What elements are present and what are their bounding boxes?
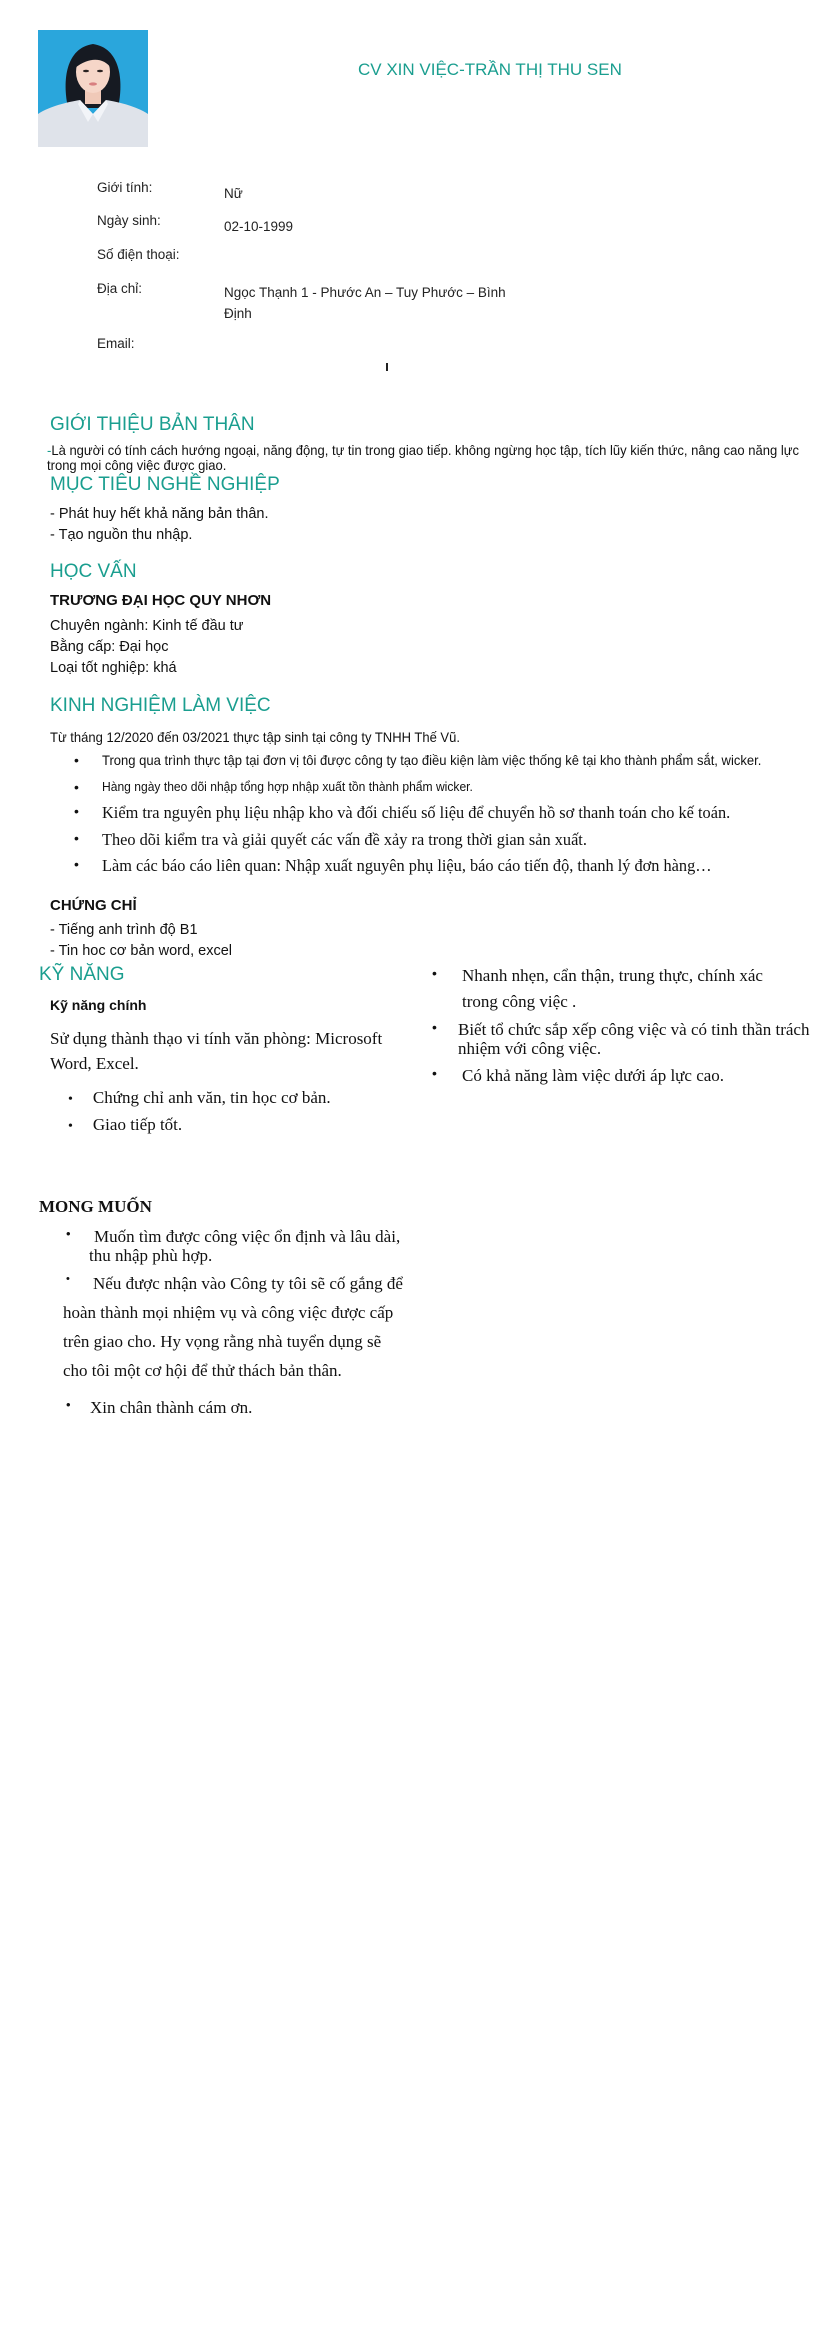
gender-label: Giới tính:: [97, 180, 153, 195]
wishes-item2-line4: cho tôi một cơ hội để thử thách bản thân.: [63, 1361, 342, 1380]
bullet-icon: •: [66, 1226, 71, 1241]
portrait-icon: [38, 30, 148, 147]
bullet-icon: •: [66, 1273, 70, 1285]
intro-paragraph: [47, 443, 810, 473]
intro-heading: GIỚI THIỆU BẢN THÂN: [50, 414, 255, 435]
email-label: Email:: [97, 336, 135, 351]
career-goal-item: - Phát huy hết khả năng bản thân.: [50, 506, 269, 522]
wishes-heading: MONG MUỐN: [39, 1197, 152, 1216]
bullet-icon: •: [74, 752, 79, 768]
career-goal-heading: MỤC TIÊU NGHỀ NGHIỆP: [50, 474, 280, 495]
document-title: CV XIN VIỆC-TRẦN THỊ THU SEN: [358, 60, 622, 79]
education-degree: Bằng cấp: Đại học: [50, 639, 169, 655]
bullet-icon: •: [74, 779, 79, 795]
bullet-icon: •: [68, 1092, 73, 1107]
experience-heading: KINH NGHIỆM LÀM VIỆC: [50, 695, 271, 716]
gender-value: Nữ: [224, 186, 243, 201]
profile-photo: [38, 30, 148, 147]
bullet-icon: •: [432, 1065, 437, 1081]
bullet-icon: •: [66, 1397, 71, 1412]
education-grade: Loại tốt nghiệp: khá: [50, 660, 177, 676]
skills-heading: KỸ NĂNG: [39, 964, 125, 985]
education-heading: HỌC VẤN: [50, 561, 137, 582]
bullet-icon: •: [74, 830, 79, 846]
intro-text: Là người có tính cách hướng ngoại, năng động, tự tin trong giao tiếp. không ngừng học tập, tích lũy kiến thức, nâng cao năng lực trong mọi công việc được giao.: [47, 442, 799, 473]
intro-dash: -: [47, 442, 52, 458]
address-label: Địa chỉ:: [97, 281, 143, 296]
experience-summary: Từ tháng 12/2020 đến 03/2021 thực tập sinh tại công ty TNHH Thế Vũ.: [50, 729, 460, 745]
skills-intro-line1: Sử dụng thành thạo vi tính văn phòng: Microsoft: [50, 1029, 383, 1048]
school-name: TRƯƠNG ĐẠI HỌC QUY NHƠN: [50, 592, 272, 609]
birthdate-value: 02-10-1999: [224, 219, 294, 234]
bullet-icon: •: [432, 1019, 437, 1035]
bullet-icon: •: [74, 803, 79, 819]
skills-subheading: Kỹ năng chính: [50, 997, 147, 1013]
birthdate-label: Ngày sinh:: [97, 213, 161, 228]
skills-left-item: • Chứng chỉ anh văn, tin học cơ bản.: [68, 1088, 331, 1107]
career-goal-item: - Tạo nguồn thu nhập.: [50, 527, 193, 543]
wishes-item2-line2: hoàn thành mọi nhiệm vụ và công việc được cấp: [63, 1303, 394, 1322]
education-major: Chuyên ngành: Kinh tế đầu tư: [50, 618, 244, 634]
skills-intro-line2: Word, Excel.: [50, 1054, 139, 1073]
wishes-item2-line3: trên giao cho. Hy vọng rằng nhà tuyển dụng sẽ: [63, 1332, 382, 1351]
phone-label: Số điện thoại:: [97, 247, 180, 262]
bullet-icon: •: [432, 965, 437, 981]
certificates-heading: CHỨNG CHỈ: [50, 897, 137, 914]
skills-left-item: • Giao tiếp tốt.: [68, 1115, 183, 1134]
bullet-icon: •: [68, 1119, 73, 1134]
certificate-item: - Tin hoc cơ bản word, excel: [50, 943, 232, 959]
text-cursor-mark: [386, 363, 388, 371]
bullet-icon: •: [74, 856, 79, 872]
certificate-item: - Tiếng anh trình độ B1: [50, 922, 198, 938]
address-value: Ngọc Thạnh 1 - Phước An – Tuy Phước – Bình Định: [224, 285, 506, 321]
